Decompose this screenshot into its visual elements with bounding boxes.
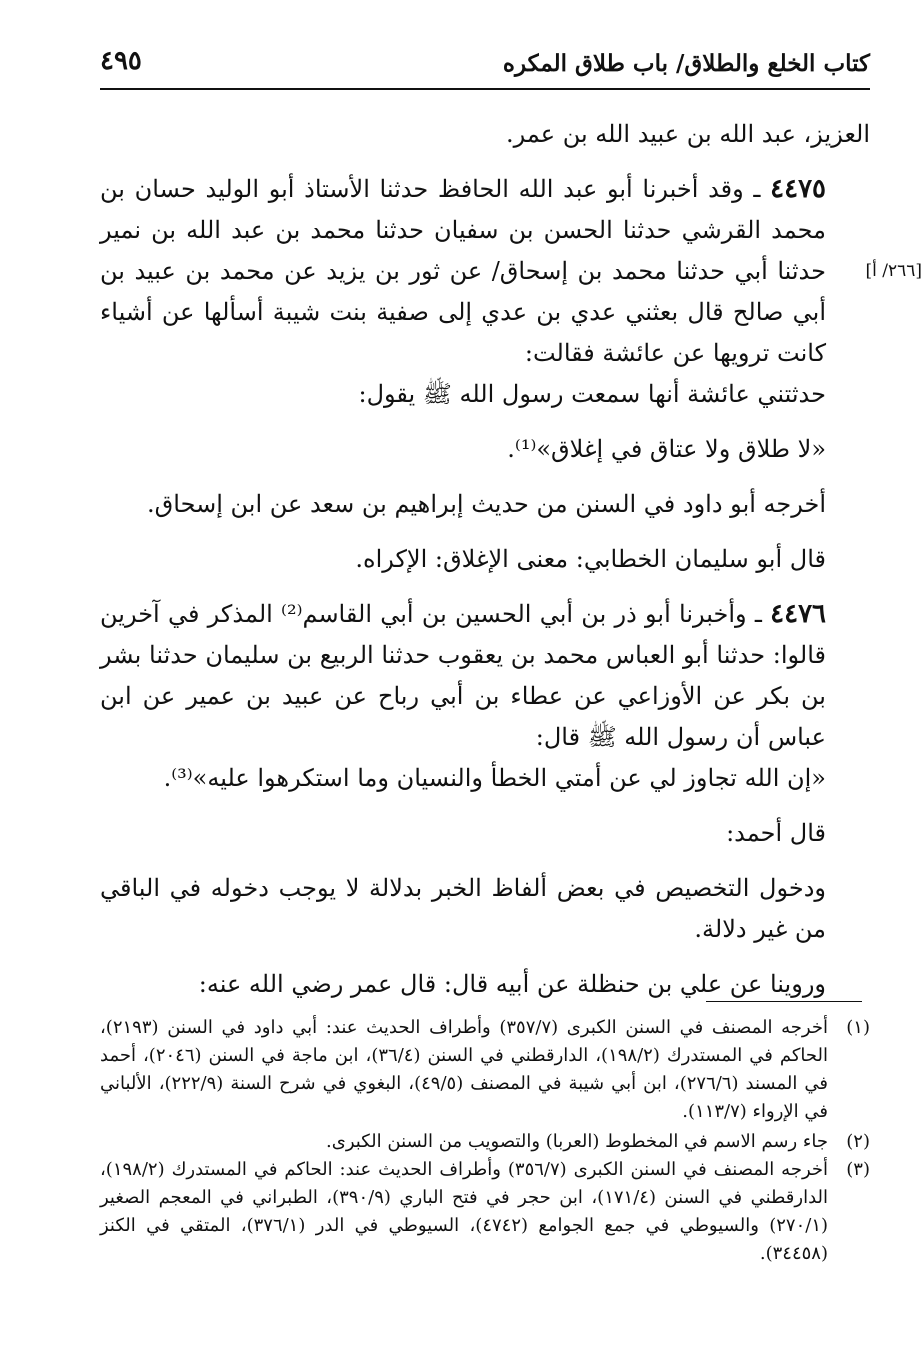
footnote-2	[100, 1128, 870, 1156]
footnote-number: (١)	[846, 1017, 870, 1038]
footnote-text: جاء رسم الاسم في المخطوط (العربا) والتصويب من السنن الكبرى.	[326, 1131, 828, 1152]
running-header	[100, 44, 870, 86]
footnotes	[100, 1014, 870, 1268]
hadith-4476	[100, 594, 870, 758]
header-rule	[100, 88, 870, 90]
qala-ahmad: قال أحمد:	[726, 819, 826, 847]
umar-narration: وروينا عن علي بن حنظلة عن أبيه قال: قال عمر رضي الله عنه:	[198, 970, 826, 998]
khattabi-comment: قال أبو سليمان الخطابي: معنى الإغلاق: الإكراه.	[355, 545, 826, 573]
footnote-number: (٢)	[846, 1131, 870, 1152]
main-text	[100, 114, 922, 1005]
hadith-quote-2: «إن الله تجاوز لي عن أمتي الخطأ والنسيان وما استكرهوا عليه»⁽³⁾.	[163, 764, 826, 792]
footnote-3	[100, 1156, 870, 1268]
footnote-separator	[706, 1001, 862, 1002]
page-number: ٤٩٥	[100, 46, 142, 76]
footnote-text: أخرجه المصنف في السنن الكبرى (٣٥٦/٧) وأطراف الحديث عند: الحاكم في المستدرك (١٩٨/٢)، الدارقطني في السنن (١٧١/٤)، ابن حجر في فتح الباري (٣٩٠/٩)، الطبراني في المعجم الصغير (٢٧٠/١) والسيوطي في جمع الجوامع (٤٧٤٢)، السيوطي في الدر (٣٧٦/١)، المتقي في الكنز (٣٤٤٥٨).	[100, 1159, 829, 1264]
hadith-4475-text: ـ وقد أخبرنا أبو عبد الله الحافظ حدثنا الأستاذ أبو الوليد حسان بن محمد القرشي حدثنا الحسن بن سفيان حدثنا محمد بن عبد الله بن نمير حدثنا أبي حدثنا محمد بن إسحاق/ عن ثور بن يزيد عن محمد بن عبيد بن أبي صالح قال بعثني عدي بن عدي إلى صفية بنت شيبة أسألها عن أشياء كانت ترويها عن عائشة فقالت:	[100, 175, 826, 367]
footnote-1	[100, 1014, 870, 1126]
hadith-quote-1: «لا طلاق ولا عتاق في إغلاق»⁽¹⁾.	[507, 435, 826, 463]
hadith-number-4476: ٤٤٧٦	[770, 599, 826, 629]
footnote-text: أخرجه المصنف في السنن الكبرى (٣٥٧/٧) وأطراف الحديث عند: أبي داود في السنن (٢١٩٣)، الحاكم في المستدرك (١٩٨/٢)، الدارقطني في السنن (٣٦/٤)، ابن ماجة في السنن (٢٠٤٦)، أحمد في المسند (٢٧٦/٦)، ابن أبي شيبة في المصنف (٤٩/٥)، البغوي في شرح السنة (٢٢٢/٩)، الألباني في الإرواء (١١٣/٧).	[100, 1017, 828, 1122]
footnote-number: (٣)	[846, 1159, 870, 1180]
commentary-paragraph: ودخول التخصيص في بعض ألفاظ الخبر بدلالة لا يوجب دخوله في الباقي من غير دلالة.	[100, 874, 826, 943]
paragraph-continuation: العزيز، عبد الله بن عبيد الله بن عمر.	[506, 120, 870, 148]
running-title: كتاب الخلع والطلاق/ باب طلاق المكره	[502, 50, 870, 77]
hadith-4475: [٢٦٦/ أ] ٤٤٧٥ ـ وقد أخبرنا أبو عبد الله الحافظ حدثنا الأستاذ أبو الوليد حسان بن محمد القرشي حدثنا الحسن بن سفيان حدثنا محمد بن عبد الله بن نمير حدثنا أبي حدثنا محمد بن إسحاق/ عن ثور بن يزيد عن محمد بن عبيد بن أبي صالح قال بعثني عدي بن عدي إلى صفية بنت شيبة أسألها عن أشياء كانت ترويها عن عائشة فقالت:	[100, 174, 922, 367]
hadith-number-4475: ٤٤٧٥	[770, 174, 826, 204]
takhrij-line: أخرجه أبو داود في السنن من حديث إبراهيم بن سعد عن ابن إسحاق.	[147, 490, 826, 518]
hadith-4476-text: ـ وأخبرنا أبو ذر بن أبي الحسين بن أبي القاسم⁽²⁾ المذكر في آخرين قالوا: حدثنا أبو العباس محمد بن يعقوب حدثنا الربيع بن سليمان حدثنا بشر بن بكر عن الأوزاعي عن عطاء بن أبي رباح عن عبيد بن عمير عن ابن عباس أن رسول الله ﷺ قال:	[100, 600, 826, 751]
narration-line: حدثتني عائشة أنها سمعت رسول الله ﷺ يقول:	[358, 380, 826, 408]
